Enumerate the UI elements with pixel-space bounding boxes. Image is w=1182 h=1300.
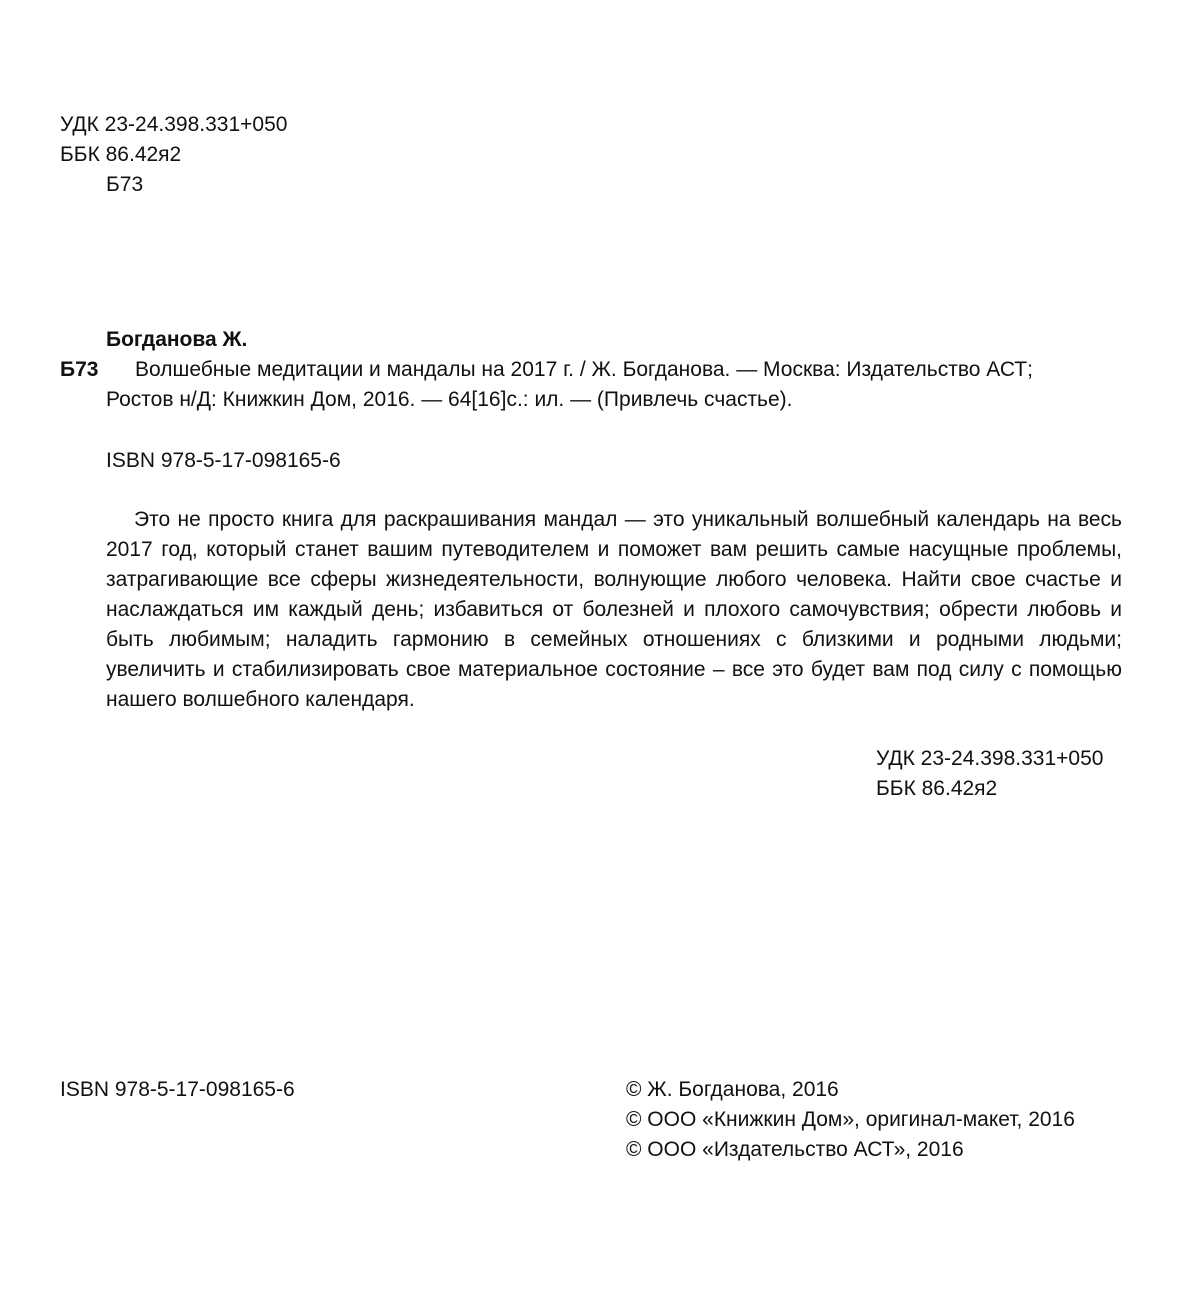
bibliographic-description-line-2: Ростов н/Д: Книжкин Дом, 2016. — 64[16]с.: ил. — (Привлечь счастье). (106, 388, 793, 411)
copyright-line: © ООО «Книжкин Дом», оригинал-макет, 2016 (626, 1108, 1075, 1131)
annotation-paragraph: Это не просто книга для раскрашивания мандал — это уникальный волшебный календарь на весь 2017 год, который станет вашим путеводителем и поможет вам решить самые насущные проблемы, затрагивающие все сферы жизнедеятельности, волнующие любого человека. Найти свое счастье и наслаждаться им каждый день; избавиться от болезней и плохого самочувствия; обрести любовь и быть любимым; наладить гармонию в семейных отношениях с близкими и родными людьми; увеличить и стабилизировать свое материальное состояние – все это будет вам под силу с помощью нашего волшебного календаря. (106, 508, 1122, 711)
udk-code-right: УДК 23-24.398.331+050 (876, 747, 1104, 770)
copyright-line: © Ж. Богданова, 2016 (626, 1078, 839, 1101)
udk-code: УДК 23-24.398.331+050 (60, 113, 288, 136)
author-name: Богданова Ж. (106, 328, 248, 351)
bbk-code: ББК 86.42я2 (60, 143, 182, 166)
bbk-code-right: ББК 86.42я2 (876, 777, 998, 800)
isbn-footer: ISBN 978-5-17-098165-6 (60, 1078, 295, 1101)
entry-author-sign: Б73 (60, 358, 99, 381)
isbn-entry: ISBN 978-5-17-098165-6 (106, 449, 341, 472)
copyright-line: © ООО «Издательство АСТ», 2016 (626, 1138, 964, 1161)
bibliographic-description-line-1: Волшебные медитации и мандалы на 2017 г. / Ж. Богданова. — Москва: Издательство АСТ; (135, 358, 1033, 381)
author-sign: Б73 (106, 173, 144, 196)
